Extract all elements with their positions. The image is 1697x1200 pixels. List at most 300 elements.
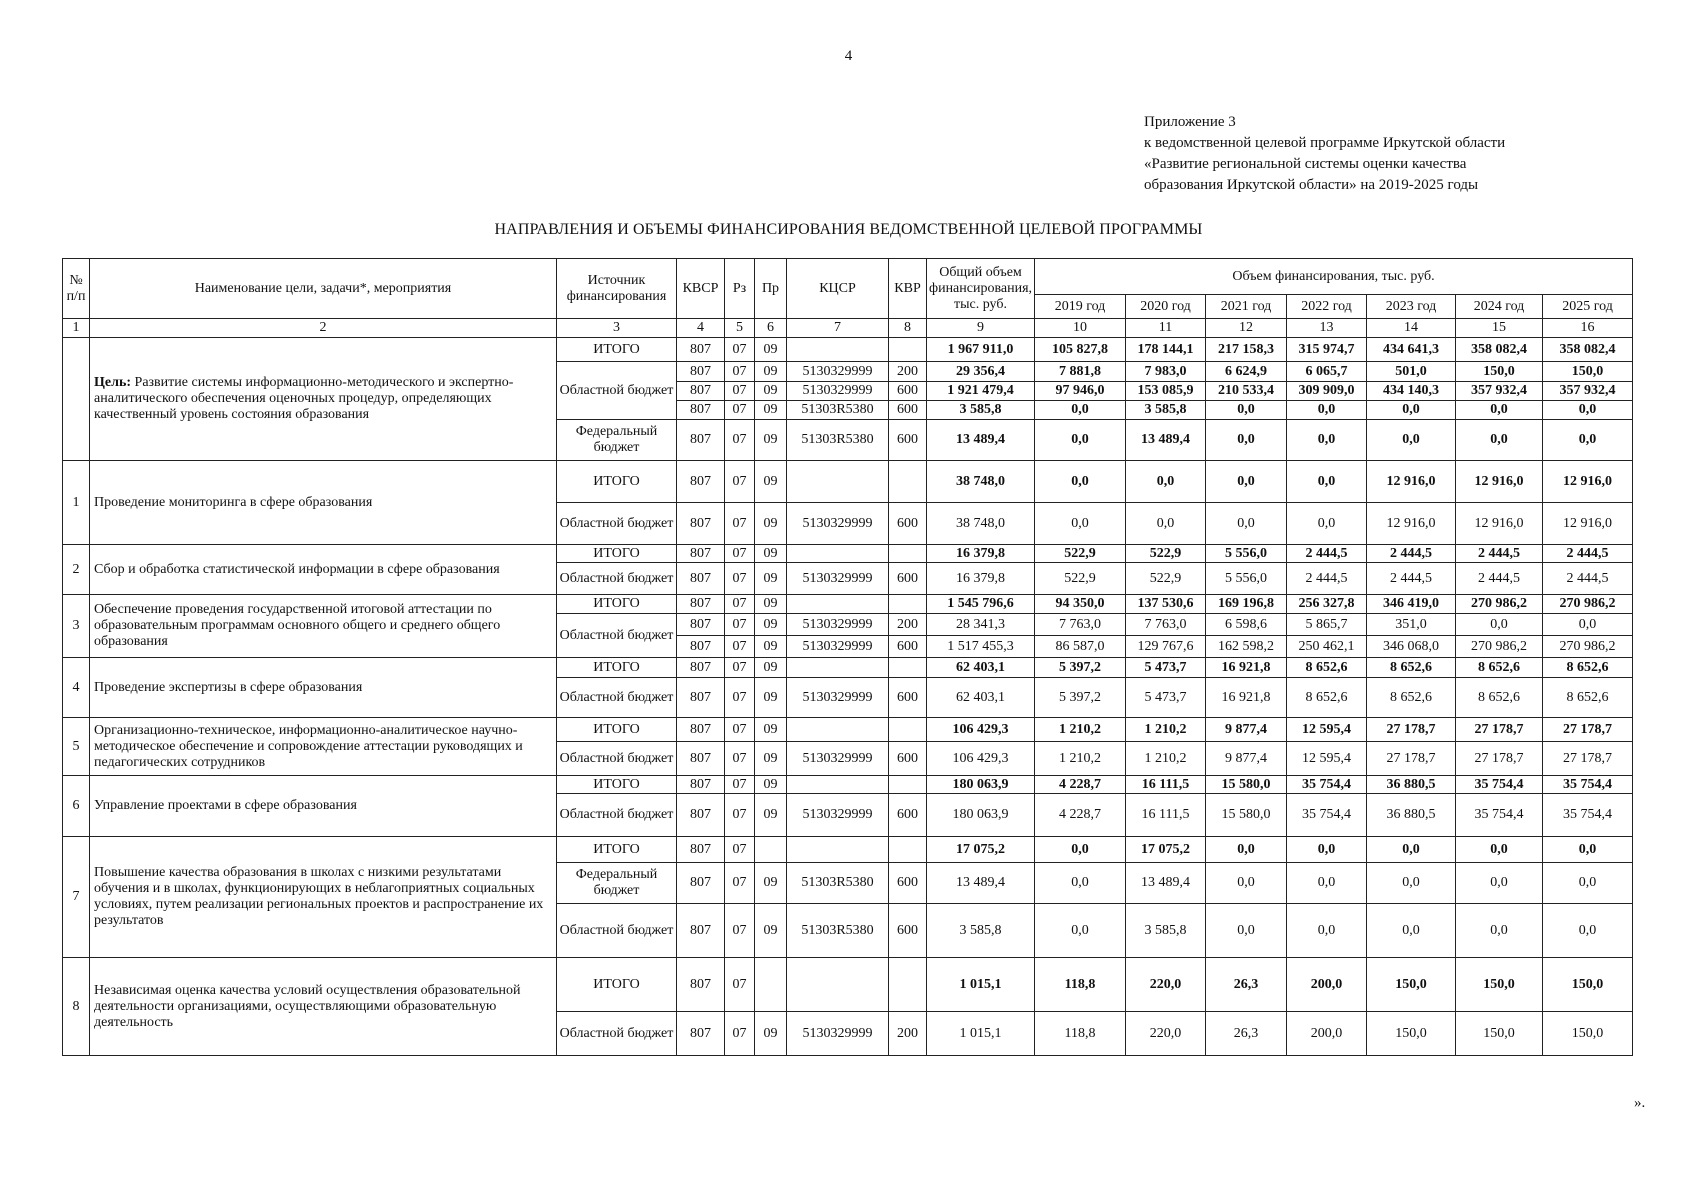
kvr-cell: 200 — [889, 362, 927, 382]
year-value-cell: 27 178,7 — [1367, 718, 1456, 742]
appendix-line: Приложение 3 — [1144, 114, 1236, 130]
pr-cell: 09 — [755, 904, 787, 958]
year-value-cell: 0,0 — [1206, 461, 1287, 503]
year-value-cell: 162 598,2 — [1206, 636, 1287, 658]
source-oblast: Областной бюджет — [557, 614, 677, 658]
total-cell: 3 585,8 — [927, 904, 1035, 958]
page-number: 4 — [844, 48, 853, 64]
pr-cell: 09 — [755, 338, 787, 362]
total-cell: 180 063,9 — [927, 794, 1035, 837]
rz-cell: 07 — [725, 863, 755, 904]
pr-cell: 09 — [755, 863, 787, 904]
kvsr-cell: 807 — [677, 863, 725, 904]
kvsr-cell: 807 — [677, 1012, 725, 1056]
year-value-cell: 0,0 — [1035, 837, 1126, 863]
year-value-cell: 6 065,7 — [1287, 362, 1367, 382]
year-value-cell: 0,0 — [1456, 401, 1543, 420]
year-value-cell: 8 652,6 — [1543, 658, 1633, 678]
year-value-cell: 5 556,0 — [1206, 563, 1287, 595]
year-value-cell: 0,0 — [1456, 614, 1543, 636]
kcsr-cell — [787, 545, 889, 563]
year-value-cell: 27 178,7 — [1543, 718, 1633, 742]
kvr-cell: 600 — [889, 382, 927, 401]
kvsr-cell: 807 — [677, 636, 725, 658]
kvr-cell: 600 — [889, 401, 927, 420]
kvr-cell: 600 — [889, 904, 927, 958]
rz-cell: 07 — [725, 362, 755, 382]
year-value-cell: 0,0 — [1035, 420, 1126, 461]
pr-cell — [755, 958, 787, 1012]
column-number: 14 — [1367, 319, 1456, 338]
kvsr-cell: 807 — [677, 678, 725, 718]
column-number: 6 — [755, 319, 787, 338]
kcsr-cell: 5130329999 — [787, 1012, 889, 1056]
pr-cell — [755, 837, 787, 863]
kvr-cell: 600 — [889, 563, 927, 595]
year-value-cell: 2 444,5 — [1543, 545, 1633, 563]
row-number: 1 — [63, 461, 90, 545]
year-value-cell: 1 210,2 — [1126, 718, 1206, 742]
kvsr-cell: 807 — [677, 776, 725, 794]
total-cell: 17 075,2 — [927, 837, 1035, 863]
header-year: 2023 год — [1367, 295, 1456, 319]
table-row — [63, 461, 1633, 503]
total-cell: 1 967 911,0 — [927, 338, 1035, 362]
appendix-line: образования Иркутской области» на 2019-2025 годы — [1144, 177, 1479, 193]
year-value-cell: 1 210,2 — [1035, 718, 1126, 742]
source-itogo: ИТОГО — [557, 595, 677, 614]
year-value-cell: 36 880,5 — [1367, 776, 1456, 794]
year-value-cell: 150,0 — [1456, 1012, 1543, 1056]
year-value-cell: 8 652,6 — [1543, 678, 1633, 718]
header-num: № п/п — [63, 259, 90, 319]
task-name: Проведение экспертизы в сфере образования — [90, 658, 557, 718]
year-value-cell: 270 986,2 — [1543, 595, 1633, 614]
row-number: 8 — [63, 958, 90, 1056]
task-name: Организационно-техническое, информационно-аналитическое научно-методическое обеспечение и сопровождение аттестации руководящих и педагогических сотрудников — [90, 718, 557, 776]
year-value-cell: 178 144,1 — [1126, 338, 1206, 362]
kvsr-cell: 807 — [677, 338, 725, 362]
year-value-cell: 220,0 — [1126, 958, 1206, 1012]
pr-cell: 09 — [755, 614, 787, 636]
year-value-cell: 150,0 — [1456, 958, 1543, 1012]
year-value-cell: 97 946,0 — [1035, 382, 1126, 401]
year-value-cell: 0,0 — [1035, 904, 1126, 958]
header-kcsr: КЦСР — [787, 259, 889, 319]
column-number: 10 — [1035, 319, 1126, 338]
source-itogo: ИТОГО — [557, 776, 677, 794]
kcsr-cell — [787, 718, 889, 742]
total-cell: 1 015,1 — [927, 958, 1035, 1012]
year-value-cell: 105 827,8 — [1035, 338, 1126, 362]
year-value-cell: 0,0 — [1543, 904, 1633, 958]
year-value-cell: 0,0 — [1287, 420, 1367, 461]
year-value-cell: 270 986,2 — [1543, 636, 1633, 658]
closing-quote: ». — [1634, 1095, 1646, 1111]
year-value-cell: 12 595,4 — [1287, 742, 1367, 776]
table-row — [63, 718, 1633, 742]
year-value-cell: 0,0 — [1543, 420, 1633, 461]
rz-cell: 07 — [725, 461, 755, 503]
total-cell: 29 356,4 — [927, 362, 1035, 382]
total-cell: 106 429,3 — [927, 718, 1035, 742]
total-cell: 1 921 479,4 — [927, 382, 1035, 401]
year-value-cell: 150,0 — [1367, 958, 1456, 1012]
kvr-cell: 200 — [889, 614, 927, 636]
rz-cell: 07 — [725, 837, 755, 863]
pr-cell: 09 — [755, 545, 787, 563]
year-value-cell: 16 921,8 — [1206, 658, 1287, 678]
kvr-cell — [889, 958, 927, 1012]
year-value-cell: 309 909,0 — [1287, 382, 1367, 401]
pr-cell: 09 — [755, 742, 787, 776]
year-value-cell: 357 932,4 — [1543, 382, 1633, 401]
source-itogo: ИТОГО — [557, 461, 677, 503]
year-value-cell: 250 462,1 — [1287, 636, 1367, 658]
financing-table — [62, 258, 1633, 1056]
header-kvr: КВР — [889, 259, 927, 319]
kvr-cell: 600 — [889, 678, 927, 718]
source-oblast: Областной бюджет — [557, 904, 677, 958]
year-value-cell: 16 111,5 — [1126, 776, 1206, 794]
pr-cell: 09 — [755, 636, 787, 658]
year-value-cell: 8 652,6 — [1287, 658, 1367, 678]
total-cell: 13 489,4 — [927, 420, 1035, 461]
kcsr-cell: 5130329999 — [787, 636, 889, 658]
kvsr-cell: 807 — [677, 658, 725, 678]
kcsr-cell: 5130329999 — [787, 794, 889, 837]
year-value-cell: 150,0 — [1456, 362, 1543, 382]
column-number: 13 — [1287, 319, 1367, 338]
header-kvsr: КВСР — [677, 259, 725, 319]
year-value-cell: 0,0 — [1287, 401, 1367, 420]
year-value-cell: 200,0 — [1287, 958, 1367, 1012]
year-value-cell: 7 763,0 — [1035, 614, 1126, 636]
year-value-cell: 210 533,4 — [1206, 382, 1287, 401]
year-value-cell: 27 178,7 — [1543, 742, 1633, 776]
kvsr-cell: 807 — [677, 503, 725, 545]
year-value-cell: 12 916,0 — [1456, 461, 1543, 503]
year-value-cell: 2 444,5 — [1456, 563, 1543, 595]
source-federal: Федеральный бюджет — [557, 420, 677, 461]
year-value-cell: 4 228,7 — [1035, 776, 1126, 794]
year-value-cell: 358 082,4 — [1543, 338, 1633, 362]
year-value-cell: 118,8 — [1035, 958, 1126, 1012]
year-value-cell: 2 444,5 — [1287, 563, 1367, 595]
pr-cell: 09 — [755, 776, 787, 794]
year-value-cell: 7 983,0 — [1126, 362, 1206, 382]
source-oblast: Областной бюджет — [557, 742, 677, 776]
year-value-cell: 35 754,4 — [1287, 776, 1367, 794]
year-value-cell: 27 178,7 — [1367, 742, 1456, 776]
kvsr-cell: 807 — [677, 958, 725, 1012]
year-value-cell: 220,0 — [1126, 1012, 1206, 1056]
pr-cell: 09 — [755, 794, 787, 837]
year-value-cell: 6 624,9 — [1206, 362, 1287, 382]
year-value-cell: 15 580,0 — [1206, 776, 1287, 794]
total-cell: 1 015,1 — [927, 1012, 1035, 1056]
total-cell: 38 748,0 — [927, 461, 1035, 503]
table-row — [63, 776, 1633, 794]
year-value-cell: 12 916,0 — [1367, 461, 1456, 503]
year-value-cell: 12 916,0 — [1456, 503, 1543, 545]
year-value-cell: 3 585,8 — [1126, 401, 1206, 420]
column-number: 9 — [927, 319, 1035, 338]
year-value-cell: 434 140,3 — [1367, 382, 1456, 401]
table-row — [63, 338, 1633, 362]
kvsr-cell: 807 — [677, 545, 725, 563]
year-value-cell: 86 587,0 — [1035, 636, 1126, 658]
year-value-cell: 35 754,4 — [1456, 794, 1543, 837]
year-value-cell: 27 178,7 — [1456, 742, 1543, 776]
total-cell: 106 429,3 — [927, 742, 1035, 776]
year-value-cell: 0,0 — [1287, 503, 1367, 545]
total-cell: 16 379,8 — [927, 545, 1035, 563]
year-value-cell: 5 473,7 — [1126, 658, 1206, 678]
row-number: 4 — [63, 658, 90, 718]
year-value-cell: 0,0 — [1367, 863, 1456, 904]
row-number: 3 — [63, 595, 90, 658]
total-cell: 180 063,9 — [927, 776, 1035, 794]
year-value-cell: 8 652,6 — [1367, 678, 1456, 718]
year-value-cell: 2 444,5 — [1367, 563, 1456, 595]
year-value-cell: 0,0 — [1035, 401, 1126, 420]
task-name: Повышение качества образования в школах с низкими результатами обучения и в школах, функционирующих в неблагоприятных социальных условиях, путем реализации региональных проектов и распространение их результатов — [90, 837, 557, 958]
year-value-cell: 94 350,0 — [1035, 595, 1126, 614]
year-value-cell: 200,0 — [1287, 1012, 1367, 1056]
year-value-cell: 3 585,8 — [1126, 904, 1206, 958]
year-value-cell: 522,9 — [1126, 545, 1206, 563]
rz-cell: 07 — [725, 742, 755, 776]
source-oblast: Областной бюджет — [557, 794, 677, 837]
kvr-cell: 200 — [889, 1012, 927, 1056]
pr-cell: 09 — [755, 678, 787, 718]
column-number: 16 — [1543, 319, 1633, 338]
source-oblast: Областной бюджет — [557, 362, 677, 420]
year-value-cell: 0,0 — [1206, 863, 1287, 904]
source-itogo: ИТОГО — [557, 545, 677, 563]
pr-cell: 09 — [755, 362, 787, 382]
year-value-cell: 256 327,8 — [1287, 595, 1367, 614]
year-value-cell: 358 082,4 — [1456, 338, 1543, 362]
kcsr-cell — [787, 837, 889, 863]
year-value-cell: 13 489,4 — [1126, 863, 1206, 904]
pr-cell: 09 — [755, 563, 787, 595]
task-name: Обеспечение проведения государственной итоговой аттестации по образовательным программам основного общего и среднего общего образования — [90, 595, 557, 658]
year-value-cell: 0,0 — [1126, 461, 1206, 503]
year-value-cell: 217 158,3 — [1206, 338, 1287, 362]
year-value-cell: 27 178,7 — [1456, 718, 1543, 742]
year-value-cell: 8 652,6 — [1287, 678, 1367, 718]
kcsr-cell — [787, 595, 889, 614]
rz-cell: 07 — [725, 420, 755, 461]
table-row — [63, 658, 1633, 678]
year-value-cell: 0,0 — [1456, 863, 1543, 904]
source-oblast: Областной бюджет — [557, 1012, 677, 1056]
year-value-cell: 351,0 — [1367, 614, 1456, 636]
year-value-cell: 150,0 — [1543, 362, 1633, 382]
rz-cell: 07 — [725, 636, 755, 658]
year-value-cell: 0,0 — [1543, 401, 1633, 420]
year-value-cell: 522,9 — [1035, 545, 1126, 563]
year-value-cell: 12 916,0 — [1543, 503, 1633, 545]
year-value-cell: 35 754,4 — [1543, 794, 1633, 837]
kvsr-cell: 807 — [677, 742, 725, 776]
kvr-cell: 600 — [889, 863, 927, 904]
column-number: 5 — [725, 319, 755, 338]
column-number: 8 — [889, 319, 927, 338]
source-oblast: Областной бюджет — [557, 563, 677, 595]
year-value-cell: 13 489,4 — [1126, 420, 1206, 461]
year-value-cell: 15 580,0 — [1206, 794, 1287, 837]
kvsr-cell: 807 — [677, 904, 725, 958]
year-value-cell: 35 754,4 — [1456, 776, 1543, 794]
row-number: 2 — [63, 545, 90, 595]
kvr-cell: 600 — [889, 742, 927, 776]
column-number: 1 — [63, 319, 90, 338]
year-value-cell: 7 881,8 — [1035, 362, 1126, 382]
kcsr-cell: 5130329999 — [787, 678, 889, 718]
year-value-cell: 0,0 — [1287, 461, 1367, 503]
year-value-cell: 0,0 — [1035, 461, 1126, 503]
total-cell: 3 585,8 — [927, 401, 1035, 420]
pr-cell: 09 — [755, 420, 787, 461]
kvr-cell — [889, 658, 927, 678]
table-row — [63, 837, 1633, 863]
year-value-cell: 2 444,5 — [1543, 563, 1633, 595]
kcsr-cell — [787, 776, 889, 794]
rz-cell: 07 — [725, 678, 755, 718]
rz-cell: 07 — [725, 718, 755, 742]
kvsr-cell: 807 — [677, 461, 725, 503]
kcsr-cell: 5130329999 — [787, 614, 889, 636]
year-value-cell: 153 085,9 — [1126, 382, 1206, 401]
row-number: 5 — [63, 718, 90, 776]
kvsr-cell: 807 — [677, 563, 725, 595]
year-value-cell: 0,0 — [1367, 837, 1456, 863]
rz-cell: 07 — [725, 595, 755, 614]
year-value-cell: 315 974,7 — [1287, 338, 1367, 362]
year-value-cell: 17 075,2 — [1126, 837, 1206, 863]
year-value-cell: 129 767,6 — [1126, 636, 1206, 658]
year-value-cell: 270 986,2 — [1456, 636, 1543, 658]
total-cell: 1 517 455,3 — [927, 636, 1035, 658]
year-value-cell: 0,0 — [1206, 503, 1287, 545]
year-value-cell: 0,0 — [1367, 401, 1456, 420]
source-oblast: Областной бюджет — [557, 503, 677, 545]
year-value-cell: 26,3 — [1206, 1012, 1287, 1056]
task-name: Проведение мониторинга в сфере образования — [90, 461, 557, 545]
rz-cell: 07 — [725, 614, 755, 636]
kvsr-cell: 807 — [677, 794, 725, 837]
year-value-cell: 26,3 — [1206, 958, 1287, 1012]
row-number: 7 — [63, 837, 90, 958]
kvr-cell: 600 — [889, 503, 927, 545]
rz-cell: 07 — [725, 563, 755, 595]
year-value-cell: 12 916,0 — [1367, 503, 1456, 545]
pr-cell: 09 — [755, 382, 787, 401]
year-value-cell: 5 397,2 — [1035, 658, 1126, 678]
header-year: 2021 год — [1206, 295, 1287, 319]
kcsr-cell: 51303R5380 — [787, 401, 889, 420]
row-number: 6 — [63, 776, 90, 837]
year-value-cell: 16 111,5 — [1126, 794, 1206, 837]
table-row — [63, 545, 1633, 563]
year-value-cell: 270 986,2 — [1456, 595, 1543, 614]
pr-cell: 09 — [755, 595, 787, 614]
column-number: 15 — [1456, 319, 1543, 338]
kvr-cell — [889, 461, 927, 503]
kvsr-cell: 807 — [677, 837, 725, 863]
kcsr-cell — [787, 658, 889, 678]
column-number: 2 — [90, 319, 557, 338]
rz-cell: 07 — [725, 382, 755, 401]
pr-cell: 09 — [755, 461, 787, 503]
kcsr-cell: 5130329999 — [787, 382, 889, 401]
kcsr-cell: 51303R5380 — [787, 420, 889, 461]
task-name: Независимая оценка качества условий осуществления образовательной деятельности организациями, осуществляющими образовательную деятельность — [90, 958, 557, 1056]
header-volume: Объем финансирования, тыс. руб. — [1035, 259, 1633, 295]
year-value-cell: 0,0 — [1206, 904, 1287, 958]
goal-text: Развитие системы информационно-методического и экспертно-аналитического обеспечения оценочных процедур, определяющих качественный уровень состояния образования — [94, 375, 514, 422]
year-value-cell: 36 880,5 — [1367, 794, 1456, 837]
pr-cell: 09 — [755, 503, 787, 545]
year-value-cell: 0,0 — [1206, 837, 1287, 863]
column-number: 11 — [1126, 319, 1206, 338]
year-value-cell: 522,9 — [1126, 563, 1206, 595]
rz-cell: 07 — [725, 904, 755, 958]
year-value-cell: 169 196,8 — [1206, 595, 1287, 614]
year-value-cell: 357 932,4 — [1456, 382, 1543, 401]
task-name: Сбор и обработка статистической информации в сфере образования — [90, 545, 557, 595]
total-cell: 13 489,4 — [927, 863, 1035, 904]
year-value-cell: 1 210,2 — [1126, 742, 1206, 776]
kvsr-cell: 807 — [677, 382, 725, 401]
kvr-cell — [889, 545, 927, 563]
rz-cell: 07 — [725, 401, 755, 420]
total-cell: 28 341,3 — [927, 614, 1035, 636]
source-itogo: ИТОГО — [557, 958, 677, 1012]
year-value-cell: 5 473,7 — [1126, 678, 1206, 718]
kvsr-cell: 807 — [677, 595, 725, 614]
year-value-cell: 5 397,2 — [1035, 678, 1126, 718]
header-name: Наименование цели, задачи*, мероприятия — [90, 259, 557, 319]
year-value-cell: 0,0 — [1367, 420, 1456, 461]
header-source: Источник финансирования — [557, 259, 677, 319]
appendix-line: «Развитие региональной системы оценки качества — [1144, 156, 1467, 172]
year-value-cell: 5 865,7 — [1287, 614, 1367, 636]
kcsr-cell: 51303R5380 — [787, 863, 889, 904]
table-row — [63, 595, 1633, 614]
year-value-cell: 1 210,2 — [1035, 742, 1126, 776]
year-value-cell: 2 444,5 — [1456, 545, 1543, 563]
year-value-cell: 9 877,4 — [1206, 718, 1287, 742]
header-total: Общий объем финансирования, тыс. руб. — [927, 259, 1035, 319]
year-value-cell: 0,0 — [1367, 904, 1456, 958]
total-cell: 62 403,1 — [927, 658, 1035, 678]
year-value-cell: 5 556,0 — [1206, 545, 1287, 563]
rz-cell: 07 — [725, 1012, 755, 1056]
appendix-note — [1144, 112, 1505, 196]
year-value-cell: 8 652,6 — [1456, 658, 1543, 678]
year-value-cell: 0,0 — [1206, 401, 1287, 420]
kvr-cell — [889, 776, 927, 794]
year-value-cell: 0,0 — [1543, 837, 1633, 863]
pr-cell: 09 — [755, 718, 787, 742]
source-itogo: ИТОГО — [557, 658, 677, 678]
year-value-cell: 118,8 — [1035, 1012, 1126, 1056]
rz-cell: 07 — [725, 776, 755, 794]
